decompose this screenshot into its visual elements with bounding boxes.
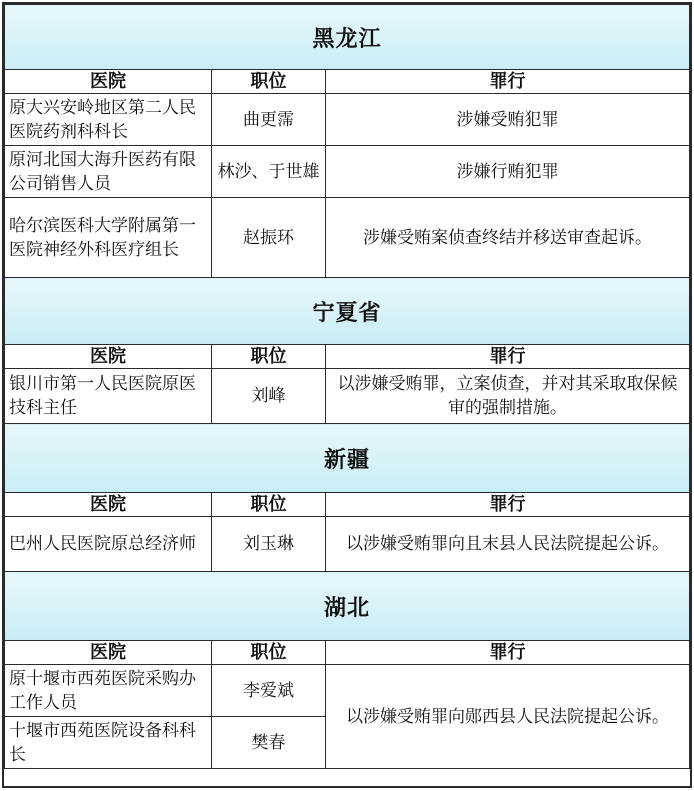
column-header-hospital: 医院 xyxy=(5,493,212,517)
table-row xyxy=(5,517,690,572)
region-title: 湖北 xyxy=(5,572,690,641)
region-title: 宁夏省 xyxy=(5,278,690,345)
crime-cell: 以涉嫌受贿罪，立案侦查，并对其采取取保候审的强制措施。 xyxy=(326,369,690,424)
corruption-cases-table xyxy=(2,2,692,788)
column-header-position: 职位 xyxy=(212,70,326,94)
column-header-row xyxy=(5,641,690,665)
table-row xyxy=(5,369,690,424)
column-header-row xyxy=(5,345,690,369)
position-cell: 林沙、于世雄 xyxy=(212,146,326,198)
position-cell: 刘玉琳 xyxy=(212,517,326,572)
column-header-position: 职位 xyxy=(212,345,326,369)
region-title: 黑龙江 xyxy=(5,5,690,70)
table-row xyxy=(5,94,690,146)
hospital-cell: 原河北国大海升医药有限公司销售人员 xyxy=(5,146,212,198)
column-header-row xyxy=(5,70,690,94)
position-cell: 李爱斌 xyxy=(212,665,326,717)
position-cell: 樊春 xyxy=(212,717,326,769)
column-header-crime: 罪行 xyxy=(326,641,690,665)
column-header-hospital: 医院 xyxy=(5,70,212,94)
region-row-xinjiang xyxy=(5,424,690,493)
hospital-cell: 十堰市西苑医院设备科科长 xyxy=(5,717,212,769)
table-row xyxy=(5,665,690,717)
region-row-hubei xyxy=(5,572,690,641)
column-header-hospital: 医院 xyxy=(5,641,212,665)
crime-cell: 以涉嫌受贿罪向郧西县人民法院提起公诉。 xyxy=(326,665,690,769)
region-row-heilongjiang xyxy=(5,5,690,70)
column-header-position: 职位 xyxy=(212,641,326,665)
hospital-cell: 哈尔滨医科大学附属第一医院神经外科医疗组长 xyxy=(5,198,212,278)
table-row xyxy=(5,198,690,278)
hospital-cell: 银川市第一人民医院原医技科主任 xyxy=(5,369,212,424)
hospital-cell: 巴州人民医院原总经济师 xyxy=(5,517,212,572)
column-header-position: 职位 xyxy=(212,493,326,517)
column-header-hospital: 医院 xyxy=(5,345,212,369)
column-header-crime: 罪行 xyxy=(326,345,690,369)
position-cell: 曲更霈 xyxy=(212,94,326,146)
crime-cell: 以涉嫌受贿罪向且末县人民法院提起公诉。 xyxy=(326,517,690,572)
region-row-ningxia xyxy=(5,278,690,345)
crime-cell: 涉嫌受贿案侦查终结并移送审查起诉。 xyxy=(326,198,690,278)
column-header-crime: 罪行 xyxy=(326,70,690,94)
column-header-row xyxy=(5,493,690,517)
region-title: 新疆 xyxy=(5,424,690,493)
position-cell: 赵振环 xyxy=(212,198,326,278)
crime-cell: 涉嫌行贿犯罪 xyxy=(326,146,690,198)
hospital-cell: 原大兴安岭地区第二人民医院药剂科科长 xyxy=(5,94,212,146)
table-row xyxy=(5,146,690,198)
crime-cell: 涉嫌受贿犯罪 xyxy=(326,94,690,146)
hospital-cell: 原十堰市西苑医院采购办工作人员 xyxy=(5,665,212,717)
position-cell: 刘峰 xyxy=(212,369,326,424)
cases-grid xyxy=(4,4,690,769)
column-header-crime: 罪行 xyxy=(326,493,690,517)
